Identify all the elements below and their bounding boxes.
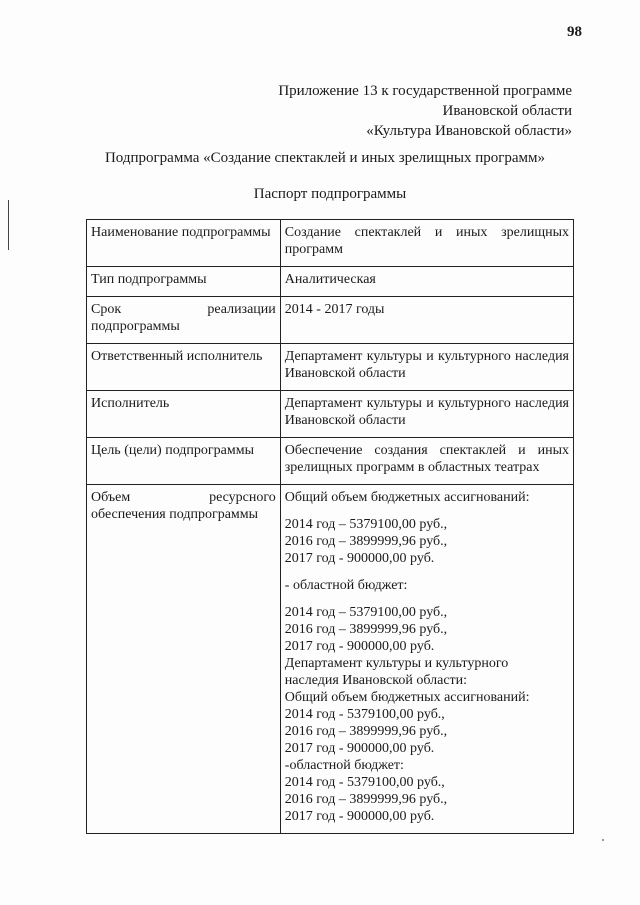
funding-gap <box>285 567 569 577</box>
funding-label: Объем ресурсного обеспечения подпрограммы <box>87 485 281 834</box>
table-row-executor <box>87 391 574 438</box>
table-row-name <box>87 220 574 267</box>
subprogram-title: Подпрограмма «Создание спектаклей и иных зрелищных программ» <box>104 150 546 166</box>
funding-line: 2016 год – 3899999,96 руб., <box>284 792 448 807</box>
row-label: Тип подпрограммы <box>87 267 281 297</box>
appendix-header <box>278 81 572 141</box>
funding-value <box>280 485 573 834</box>
funding-line: наследия Ивановской области: <box>284 673 468 688</box>
appendix-line-3: «Культура Ивановской области» <box>366 123 572 139</box>
appendix-line-1: Приложение 13 к государственной программе <box>278 83 572 99</box>
row-label: Срок реализации подпрограммы <box>87 297 281 344</box>
row-value: Департамент культуры и культурного наследия Ивановской области <box>280 344 573 391</box>
row-label: Наименование подпрограммы <box>87 220 281 267</box>
table-row-term <box>87 297 574 344</box>
table-row-responsible <box>87 344 574 391</box>
passport-title: Паспорт подпрограммы <box>253 186 407 202</box>
funding-line: 2016 год – 3899999,96 руб., <box>284 622 448 637</box>
funding-line: 2017 год - 900000,00 руб. <box>284 639 435 654</box>
funding-line: Общий объем бюджетных ассигнований: <box>284 490 530 505</box>
row-label: Исполнитель <box>87 391 281 438</box>
row-value: Аналитическая <box>280 267 573 297</box>
table-row-goal <box>87 438 574 485</box>
funding-line: - областной бюджет: <box>284 578 408 593</box>
funding-line: 2016 год – 3899999,96 руб., <box>284 724 448 739</box>
funding-line: Департамент культуры и культурного <box>284 656 509 671</box>
scan-artifact-dot <box>602 839 604 841</box>
row-value: Создание спектаклей и иных зрелищных программ <box>280 220 573 267</box>
row-label: Цель (цели) подпрограммы <box>87 438 281 485</box>
row-value: Департамент культуры и культурного наследия Ивановской области <box>280 391 573 438</box>
funding-line: 2016 год – 3899999,96 руб., <box>284 534 448 549</box>
row-value: Обеспечение создания спектаклей и иных зрелищных программ в областных театрах <box>280 438 573 485</box>
funding-line: 2017 год - 900000,00 руб. <box>284 809 435 824</box>
funding-line: 2014 год – 5379100,00 руб., <box>284 605 448 620</box>
funding-line: 2014 год – 5379100,00 руб., <box>284 517 448 532</box>
funding-line: Общий объем бюджетных ассигнований: <box>284 690 530 705</box>
passport-table-body <box>87 220 574 834</box>
table-row-type <box>87 267 574 297</box>
passport-table <box>86 219 574 834</box>
funding-gap <box>285 506 569 516</box>
row-label: Ответственный исполнитель <box>87 344 281 391</box>
funding-line: 2014 год - 5379100,00 руб., <box>284 707 445 722</box>
funding-line: 2017 год - 900000,00 руб. <box>284 551 435 566</box>
funding-line: -областной бюджет: <box>284 758 404 773</box>
row-value: 2014 - 2017 годы <box>280 297 573 344</box>
funding-gap <box>285 594 569 604</box>
appendix-line-2: Ивановской области <box>442 103 572 119</box>
margin-mark <box>8 200 9 250</box>
funding-line: 2014 год - 5379100,00 руб., <box>284 775 445 790</box>
funding-line: 2017 год - 900000,00 руб. <box>284 741 435 756</box>
table-row-funding <box>87 485 574 834</box>
page-number: 98 <box>567 24 582 40</box>
